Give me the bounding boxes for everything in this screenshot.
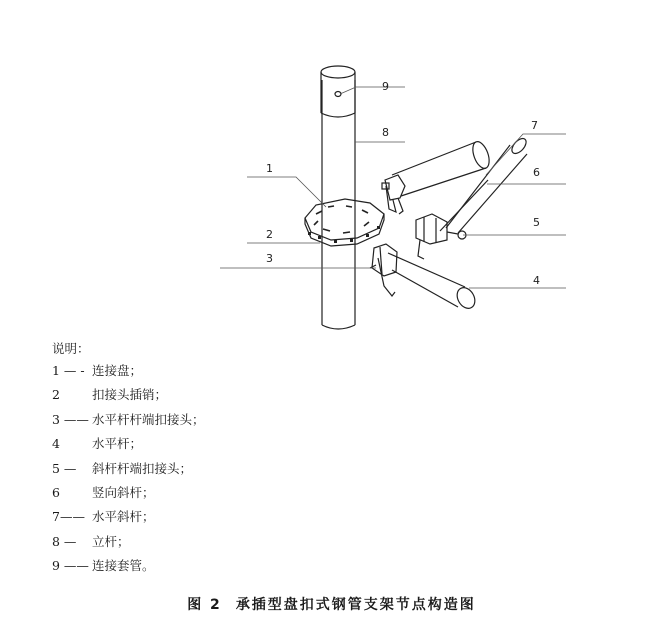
figure-number: 图 2	[187, 597, 222, 613]
connecting-sleeve	[321, 66, 355, 117]
horizontal-diagonal-brace-coupler	[382, 175, 405, 214]
legend-item	[52, 533, 205, 560]
legend-item-number: 8 —	[52, 533, 77, 549]
callout-2: 2	[266, 228, 273, 241]
legend-item-number: 1 — -	[52, 363, 85, 378]
figure-caption	[0, 594, 663, 614]
callout-4: 4	[533, 274, 540, 287]
callout-8: 8	[382, 126, 389, 139]
legend-item-text: 水平杆；	[92, 436, 143, 452]
legend-item	[52, 438, 205, 462]
legend-item-text: 连接套管。	[92, 558, 155, 574]
legend-item	[52, 389, 205, 413]
legend-item	[52, 365, 205, 389]
callout-7: 7	[531, 119, 538, 132]
diagonal-brace-end-coupler	[416, 214, 466, 259]
legend-item-number: 9 ——	[52, 558, 89, 574]
legend-item	[52, 484, 205, 511]
legend-item-text: 竖向斜杆；	[92, 484, 155, 500]
legend-item-text: 水平杆杆端扣接头；	[92, 411, 205, 427]
legend	[52, 343, 205, 585]
legend-item-text: 斜杆杆端扣接头；	[92, 460, 193, 476]
legend-item	[52, 460, 205, 487]
legend-item	[52, 560, 205, 584]
legend-item-number: 6	[52, 484, 60, 500]
callout-3: 3	[266, 252, 273, 265]
callout-1: 1	[266, 162, 273, 175]
callout-9: 9	[382, 80, 389, 93]
legend-item	[52, 511, 205, 535]
legend-item-text: 水平斜杆；	[92, 509, 155, 525]
callout-6: 6	[533, 166, 540, 179]
legend-item-number: 7——	[52, 509, 85, 525]
figure-title: 承插型盘扣式钢管支架节点构造图	[235, 597, 476, 613]
legend-item-number: 5 —	[52, 460, 77, 476]
legend-item-text: 连接盘；	[92, 363, 143, 378]
legend-item-number: 2	[52, 387, 60, 403]
horizontal-ledger	[388, 253, 478, 312]
callout-5: 5	[533, 216, 540, 229]
legend-item	[52, 411, 205, 438]
legend-item-number: 3 ——	[52, 411, 89, 427]
legend-item-number: 4	[52, 436, 60, 452]
legend-heading: 说明：	[52, 341, 90, 356]
legend-item-text: 立杆；	[92, 533, 130, 549]
connecting-disc	[305, 199, 384, 246]
legend-item-text: 扣接头插销；	[92, 387, 168, 403]
